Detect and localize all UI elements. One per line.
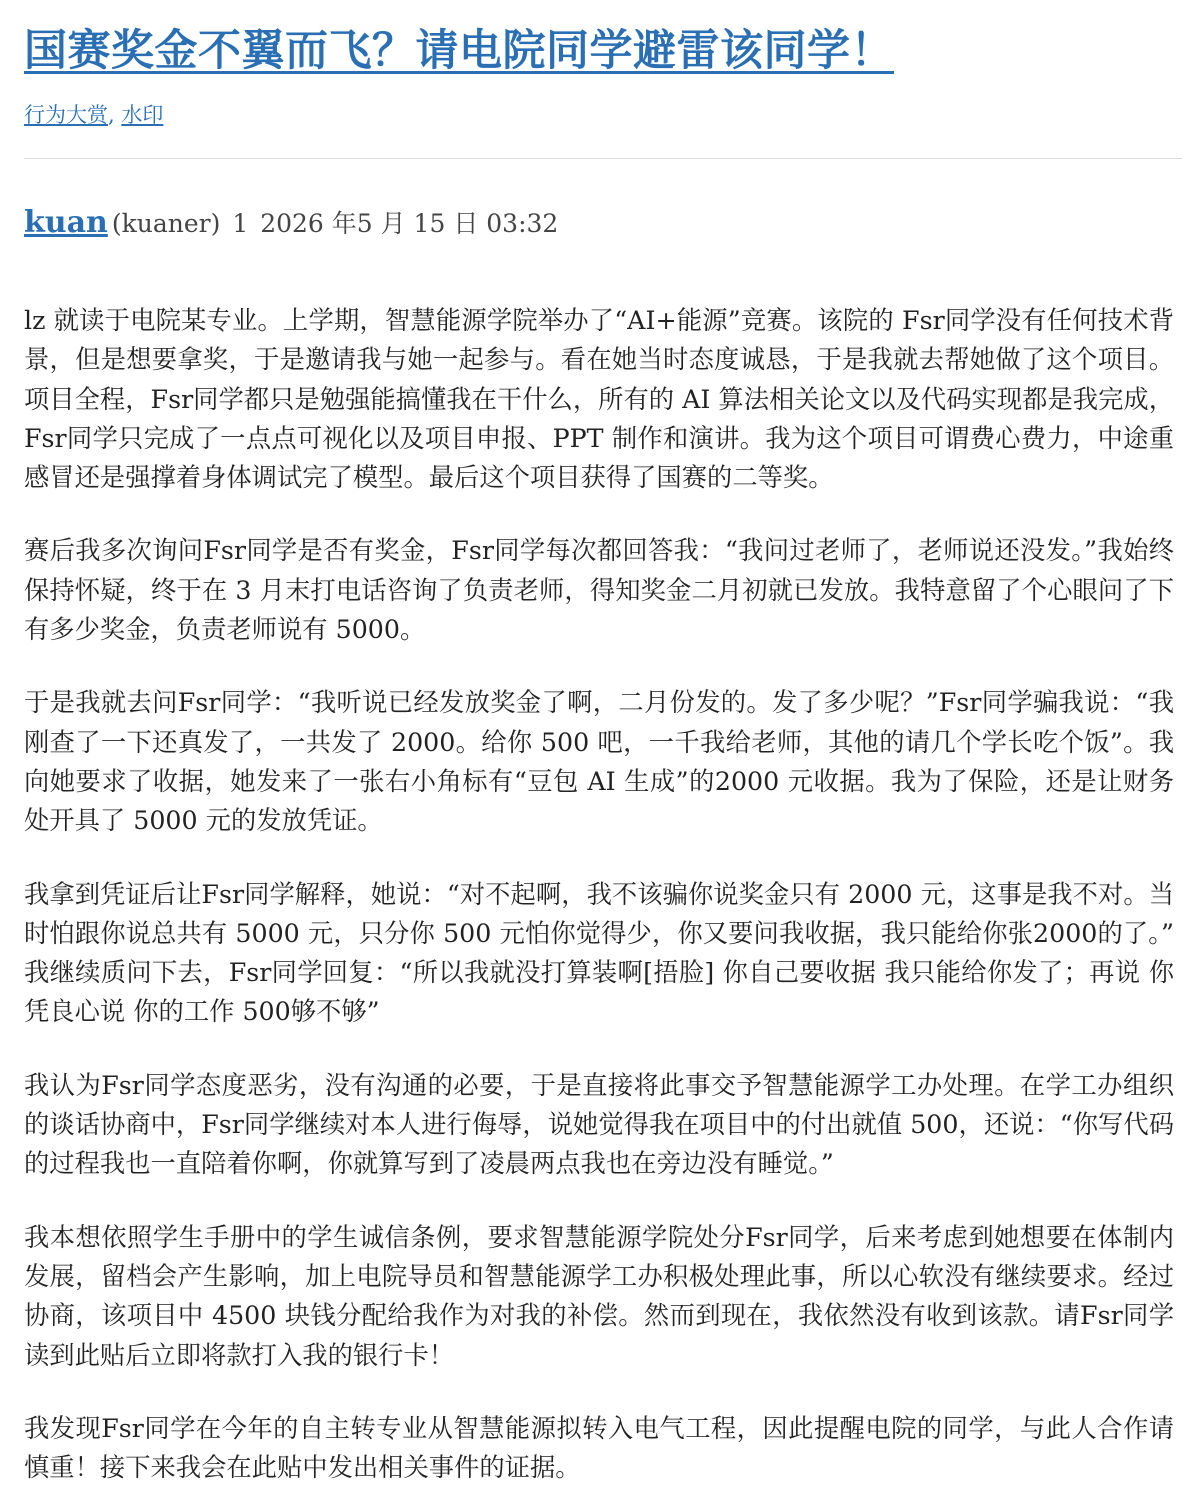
- post-paragraph: 我拿到凭证后让Fsr同学解释，她说：“对不起啊，我不该骗你说奖金只有 2000 元，这事是我不对。当时怕跟你说总共有 5000 元，只分你 500 元怕你觉得少，你又要问我收据，我只能给你张2000的了。” 我继续质问下去，Fsr同学回复：“所以我就没打算装啊[捂脸] 你自己要收据 我只能给你发了；再说 你凭良心说 你的工作 500够不够”: [24, 879, 1174, 1027]
- tag-link-behavior[interactable]: 行为大赏: [24, 103, 108, 127]
- post-paragraph: 赛后我多次询问Fsr同学是否有奖金，Fsr同学每次都回答我：“我问过老师了，老师说还没发。”我始终保持怀疑，终于在 3 月末打电话咨询了负责老师，得知奖金二月初就已发放。我特意留了个心眼问了下有多少奖金，负责老师说有 5000。: [24, 536, 1174, 645]
- post-number: 1: [232, 209, 249, 238]
- post-paragraph: 我发现Fsr同学在今年的自主转专业从智慧能源拟转入电气工程，因此提醒电院的同学，与此人合作请慎重！接下来我会在此贴中发出相关事件的证据。: [24, 1413, 1174, 1483]
- post-paragraph: 我本想依照学生手册中的学生诚信条例，要求智慧能源学院处分Fsr同学，后来考虑到她想要在体制内发展，留档会产生影响，加上电院导员和智慧能源学工办积极处理此事，所以心软没有继续要求。经过协商，该项目中 4500 块钱分配给我作为对我的补偿。然而到现在，我依然没有收到该款。请Fsr同学读到此贴后立即将款打入我的银行卡！: [24, 1222, 1174, 1370]
- post-paragraph: 我认为Fsr同学态度恶劣，没有沟通的必要，于是直接将此事交予智慧能源学工办处理。在学工办组织的谈话协商中，Fsr同学继续对本人进行侮辱，说她觉得我在项目中的付出就值 500，还说：“你写代码的过程我也一直陪着你啊，你就算写到了凌晨两点我也在旁边没有睡觉。”: [24, 1070, 1174, 1179]
- post-tags: [24, 100, 163, 130]
- tag-link-watermark[interactable]: 水印: [121, 103, 164, 127]
- post-title-link[interactable]: 国赛奖金不翼而飞？请电院同学避雷该同学！: [24, 26, 894, 76]
- author-link[interactable]: kuan: [24, 205, 108, 240]
- post-body: [24, 301, 1174, 1487]
- post-date: 2026 年5 月 15 日 03:32: [260, 209, 559, 238]
- tag-separator: ,: [108, 103, 115, 127]
- header-divider: [24, 158, 1182, 159]
- post-paragraph: lz 就读于电院某专业。上学期，智慧能源学院举办了“AI+能源”竞赛。该院的 Fsr同学没有任何技术背景，但是想要拿奖，于是邀请我与她一起参与。看在她当时态度诚恳，于是我就去帮她做了这个项目。项目全程，Fsr同学都只是勉强能搞懂我在干什么，所有的 AI 算法相关论文以及代码实现都是我完成，Fsr同学只完成了一点点可视化以及项目申报、PPT 制作和演讲。我为这个项目可谓费心费力，中途重感冒还是强撑着身体调试完了模型。最后这个项目获得了国赛的二等奖。: [24, 306, 1174, 493]
- author-handle: (kuaner): [111, 209, 221, 238]
- post-meta: [24, 203, 558, 243]
- post-paragraph: 于是我就去问Fsr同学：“我听说已经发放奖金了啊，二月份发的。发了多少呢？”Fsr同学骗我说：“我刚查了一下还真发了，一共发了 2000。给你 500 吧，一千我给老师，其他的请几个学长吃个饭”。我向她要求了收据，她发来了一张右小角标有“豆包 AI 生成”的2000 元收据。我为了保险，还是让财务处开具了 5000 元的发放凭证。: [24, 688, 1174, 836]
